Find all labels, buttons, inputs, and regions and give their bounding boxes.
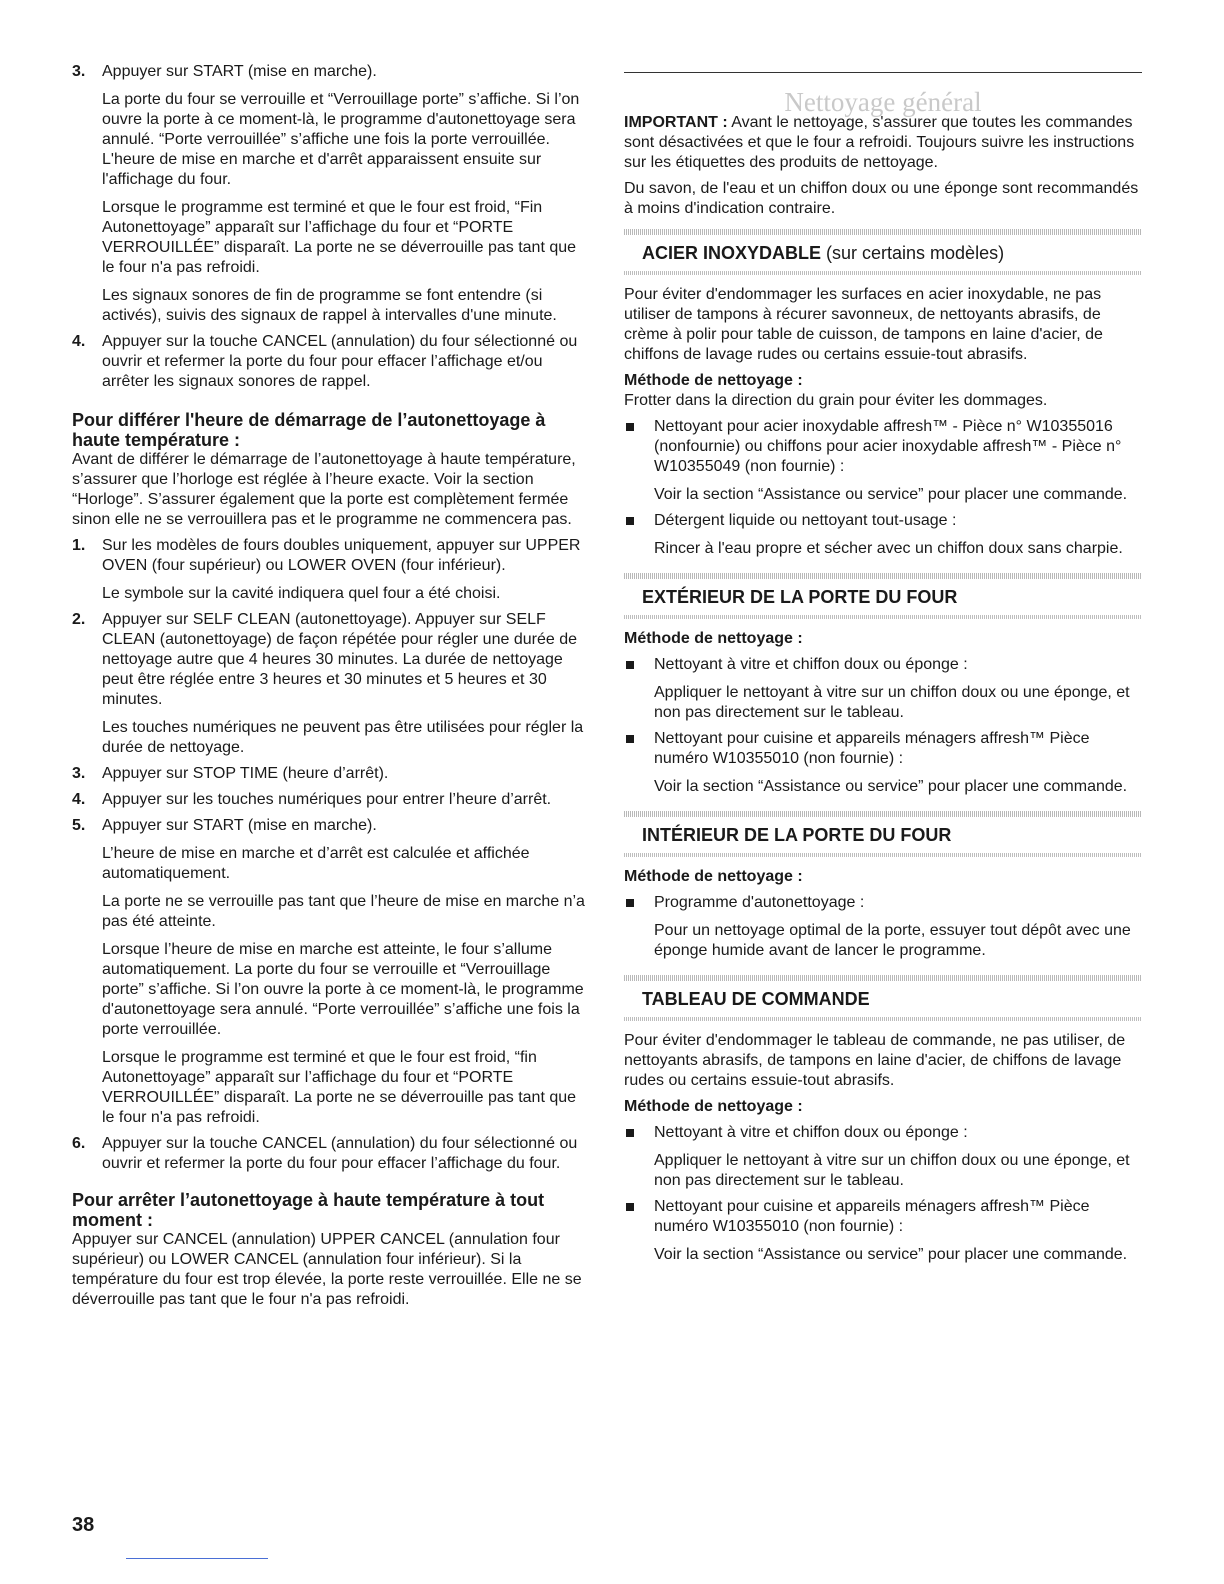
- numbered-step: [72, 536, 592, 604]
- right-column: [624, 62, 1142, 1265]
- step-number: 6.: [72, 1135, 86, 1152]
- exterior-bullet-list: [624, 655, 1142, 797]
- numbered-step: [72, 332, 592, 392]
- step-detail: La porte ne se verrouille pas tant que l’heure de mise en marche n’a pas été atteinte.: [102, 893, 585, 930]
- step-text: Appuyer sur la touche CANCEL (annulation) du four sélectionné ou ouvrir et refermer la porte du four pour effacer l’affichage du four.: [102, 1135, 578, 1172]
- numbered-step: [72, 1134, 592, 1174]
- panel-method-label: Méthode de nettoyage :: [624, 1098, 803, 1115]
- section-band: [624, 615, 1142, 619]
- section-band: [624, 853, 1142, 857]
- left-column: [72, 62, 592, 1310]
- bullet-item: [624, 511, 1142, 559]
- stop-clean-heading: Pour arrêter l’autonettoyage à haute température à tout moment :: [72, 1190, 545, 1230]
- step-number: 5.: [72, 817, 86, 834]
- steel-intro: Pour éviter d'endommager les surfaces en acier inoxydable, ne pas utiliser de tampons à récurer savonneux, de nettoyants abrasifs, de crème à polir pour table de cuisson, de tampons en laine d'acier, de chiffons de lavage rudes ou certains essuie-tout abrasifs.: [624, 286, 1103, 363]
- step-number: 1.: [72, 537, 86, 554]
- section-band: [624, 1017, 1142, 1021]
- bullet-item: [624, 417, 1142, 505]
- step-detail: Lorsque l’heure de mise en marche est atteinte, le four s’allume automatiquement. La porte du four se verrouille et “Verrouillage porte” s’affiche. Si l’on ouvre la porte à ce moment-là, le programme d'autonettoyage sera annulé. “Porte verrouillée” s’affiche une fois la porte verrouillée.: [102, 941, 584, 1038]
- step-text: Appuyer sur START (mise en marche).: [102, 817, 377, 834]
- numbered-step: [72, 816, 592, 1128]
- important-text: Avant le nettoyage, s'assurer que toutes les commandes sont désactivées et que le four a refroidi. Toujours suivre les instructions sur les étiquettes des produits de nettoyage.: [624, 114, 1135, 171]
- soap-text: Du savon, de l'eau et un chiffon doux ou une éponge sont recommandés à moins d'indication contraire.: [624, 180, 1139, 217]
- numbered-step: [72, 610, 592, 758]
- bullet-item: [624, 655, 1142, 723]
- square-bullet-icon: [626, 423, 634, 431]
- square-bullet-icon: [626, 517, 634, 525]
- footer-link-line: [126, 1558, 268, 1559]
- bullet-item: [624, 893, 1142, 961]
- steel-method-label: Méthode de nettoyage :: [624, 372, 803, 389]
- square-bullet-icon: [626, 1203, 634, 1211]
- delay-start-heading: Pour différer l'heure de démarrage de l’autonettoyage à haute température :: [72, 410, 546, 450]
- section-title: Nettoyage général: [784, 87, 982, 117]
- step-number: 4.: [72, 333, 86, 350]
- section-band: [624, 229, 1142, 235]
- section-top-rule: [624, 72, 1142, 73]
- section-band: [624, 811, 1142, 817]
- exterior-heading: EXTÉRIEUR DE LA PORTE DU FOUR: [642, 587, 958, 607]
- section-band: [624, 975, 1142, 981]
- square-bullet-icon: [626, 1129, 634, 1137]
- delay-start-intro: Avant de différer le démarrage de l’autonettoyage à haute température, s’assurer que l’horloge est réglée à l’heure exacte. Voir la section “Horloge”. S’assurer également que la porte est complètement fermée sinon elle ne se verrouillera pas et le programme ne commencera pas.: [72, 451, 576, 528]
- bullet-text: Nettoyant à vitre et chiffon doux ou éponge :: [654, 1124, 968, 1141]
- bullet-text: Nettoyant à vitre et chiffon doux ou éponge :: [654, 656, 968, 673]
- stop-clean-text: Appuyer sur CANCEL (annulation) UPPER CANCEL (annulation four supérieur) ou LOWER CANCEL (annulation four inférieur). Si la température du four est trop élevée, la porte reste verrouillée. Elle ne se déverrouille pas tant que le four n'a pas refroidi.: [72, 1231, 582, 1308]
- bullet-detail: Appliquer le nettoyant à vitre sur un chiffon doux ou une éponge, et non pas directement sur le tableau.: [654, 1152, 1130, 1189]
- numbered-step: [72, 62, 592, 326]
- bullet-detail: Voir la section “Assistance ou service” pour placer une commande.: [654, 778, 1128, 795]
- steel-title: ACIER INOXYDABLE: [642, 243, 822, 263]
- square-bullet-icon: [626, 899, 634, 907]
- panel-intro: Pour éviter d'endommager le tableau de commande, ne pas utiliser, de nettoyants abrasifs, de tampons en laine d'acier, de chiffons de lavage rudes ou certains essuie-tout abrasifs.: [624, 1032, 1126, 1089]
- steel-bullet-list: [624, 417, 1142, 559]
- step-detail: Lorsque le programme est terminé et que le four est froid, “fin Autonettoyage” apparaît sur l’affichage du four et “PORTE VERROUILLÉE” disparaît. La porte ne se déverrouille pas tant que le four n'a pas refroidi.: [102, 1049, 577, 1126]
- step-detail: Lorsque le programme est terminé et que le four est froid, “Fin Autonettoyage” apparaît sur l’affichage du four et “PORTE VERROUILLÉE” disparaît. La porte ne se déverrouille pas tant que le four n'a pas refroidi.: [102, 199, 577, 276]
- step-detail: La porte du four se verrouille et “Verrouillage porte” s’affiche. Si l’on ouvre la porte à ce moment-là, le programme d'autonettoyage sera annulé. “Porte verrouillée” s’affiche une fois la porte verrouillée. L'heure de mise en marche et d'arrêt apparaissent ensuite sur l'affichage du four.: [102, 91, 580, 188]
- bullet-detail: Pour un nettoyage optimal de la porte, essuyer tout dépôt avec une éponge humide avant de lancer le programme.: [654, 922, 1131, 959]
- bullet-detail: Voir la section “Assistance ou service” pour placer une commande.: [654, 486, 1128, 503]
- bullet-text: Nettoyant pour cuisine et appareils ménagers affresh™ Pièce numéro W10355010 (non fournie) :: [654, 1198, 1090, 1235]
- step-detail: Les touches numériques ne peuvent pas être utilisées pour régler la durée de nettoyage.: [102, 719, 584, 756]
- step-detail: Les signaux sonores de fin de programme se font entendre (si activés), suivis des signaux de rappel à intervalles d'une minute.: [102, 287, 557, 324]
- interior-method-label: Méthode de nettoyage :: [624, 868, 803, 885]
- square-bullet-icon: [626, 661, 634, 669]
- bullet-detail: Rincer à l'eau propre et sécher avec un chiffon doux sans charpie.: [654, 540, 1123, 557]
- page-number: 38: [72, 1514, 95, 1536]
- step-number: 4.: [72, 791, 86, 808]
- step-number: 2.: [72, 611, 86, 628]
- step-detail: Le symbole sur la cavité indiquera quel four a été choisi.: [102, 585, 501, 602]
- self-clean-steps-list: [72, 62, 592, 392]
- important-notice: [624, 113, 1142, 173]
- bullet-text: Programme d'autonettoyage :: [654, 894, 865, 911]
- panel-bullet-list: [624, 1123, 1142, 1265]
- steel-method-text: Frotter dans la direction du grain pour éviter les dommages.: [624, 392, 1048, 409]
- step-text: Appuyer sur SELF CLEAN (autonettoyage). Appuyer sur SELF CLEAN (autonettoyage) de façon répétée pour régler une durée de nettoyage autre que 4 heures 30 minutes. La durée de nettoyage peut être réglée entre 3 heures et 30 minutes et 5 heures et 30 minutes.: [102, 611, 577, 708]
- step-detail: L’heure de mise en marche et d’arrêt est calculée et affichée automatiquement.: [102, 845, 530, 882]
- bullet-item: [624, 1197, 1142, 1265]
- bullet-text: Détergent liquide ou nettoyant tout-usage :: [654, 512, 957, 529]
- interior-heading: INTÉRIEUR DE LA PORTE DU FOUR: [642, 825, 952, 845]
- panel-heading: TABLEAU DE COMMANDE: [642, 989, 870, 1009]
- step-text: Appuyer sur START (mise en marche).: [102, 63, 377, 80]
- steel-title-suffix: (sur certains modèles): [821, 243, 1005, 263]
- square-bullet-icon: [626, 735, 634, 743]
- numbered-step: [72, 764, 592, 784]
- interior-bullet-list: [624, 893, 1142, 961]
- numbered-step: [72, 790, 592, 810]
- step-text: Appuyer sur STOP TIME (heure d’arrêt).: [102, 765, 389, 782]
- step-number: 3.: [72, 63, 86, 80]
- section-band: [624, 573, 1142, 579]
- bullet-detail: Appliquer le nettoyant à vitre sur un chiffon doux ou une éponge, et non pas directement sur le tableau.: [654, 684, 1130, 721]
- step-text: Appuyer sur la touche CANCEL (annulation) du four sélectionné ou ouvrir et refermer la porte du four pour effacer l’affichage et/ou arrêter les signaux sonores de rappel.: [102, 333, 578, 390]
- bullet-text: Nettoyant pour acier inoxydable affresh™ - Pièce n° W10355016 (nonfournie) ou chiffons pour acier inoxydable affresh™ - Pièce n° W10355049 (non fournie) :: [654, 418, 1122, 475]
- steel-heading: [642, 241, 1142, 265]
- important-label: IMPORTANT :: [624, 114, 728, 131]
- bullet-item: [624, 1123, 1142, 1191]
- bullet-item: [624, 729, 1142, 797]
- delay-start-steps-list: [72, 536, 592, 1174]
- bullet-text: Nettoyant pour cuisine et appareils ménagers affresh™ Pièce numéro W10355010 (non fournie) :: [654, 730, 1090, 767]
- bullet-detail: Voir la section “Assistance ou service” pour placer une commande.: [654, 1246, 1128, 1263]
- exterior-method-label: Méthode de nettoyage :: [624, 630, 803, 647]
- section-band: [624, 271, 1142, 275]
- step-text: Appuyer sur les touches numériques pour entrer l’heure d’arrêt.: [102, 791, 552, 808]
- step-text: Sur les modèles de fours doubles uniquement, appuyer sur UPPER OVEN (four supérieur) ou LOWER OVEN (four inférieur).: [102, 537, 581, 574]
- step-number: 3.: [72, 765, 86, 782]
